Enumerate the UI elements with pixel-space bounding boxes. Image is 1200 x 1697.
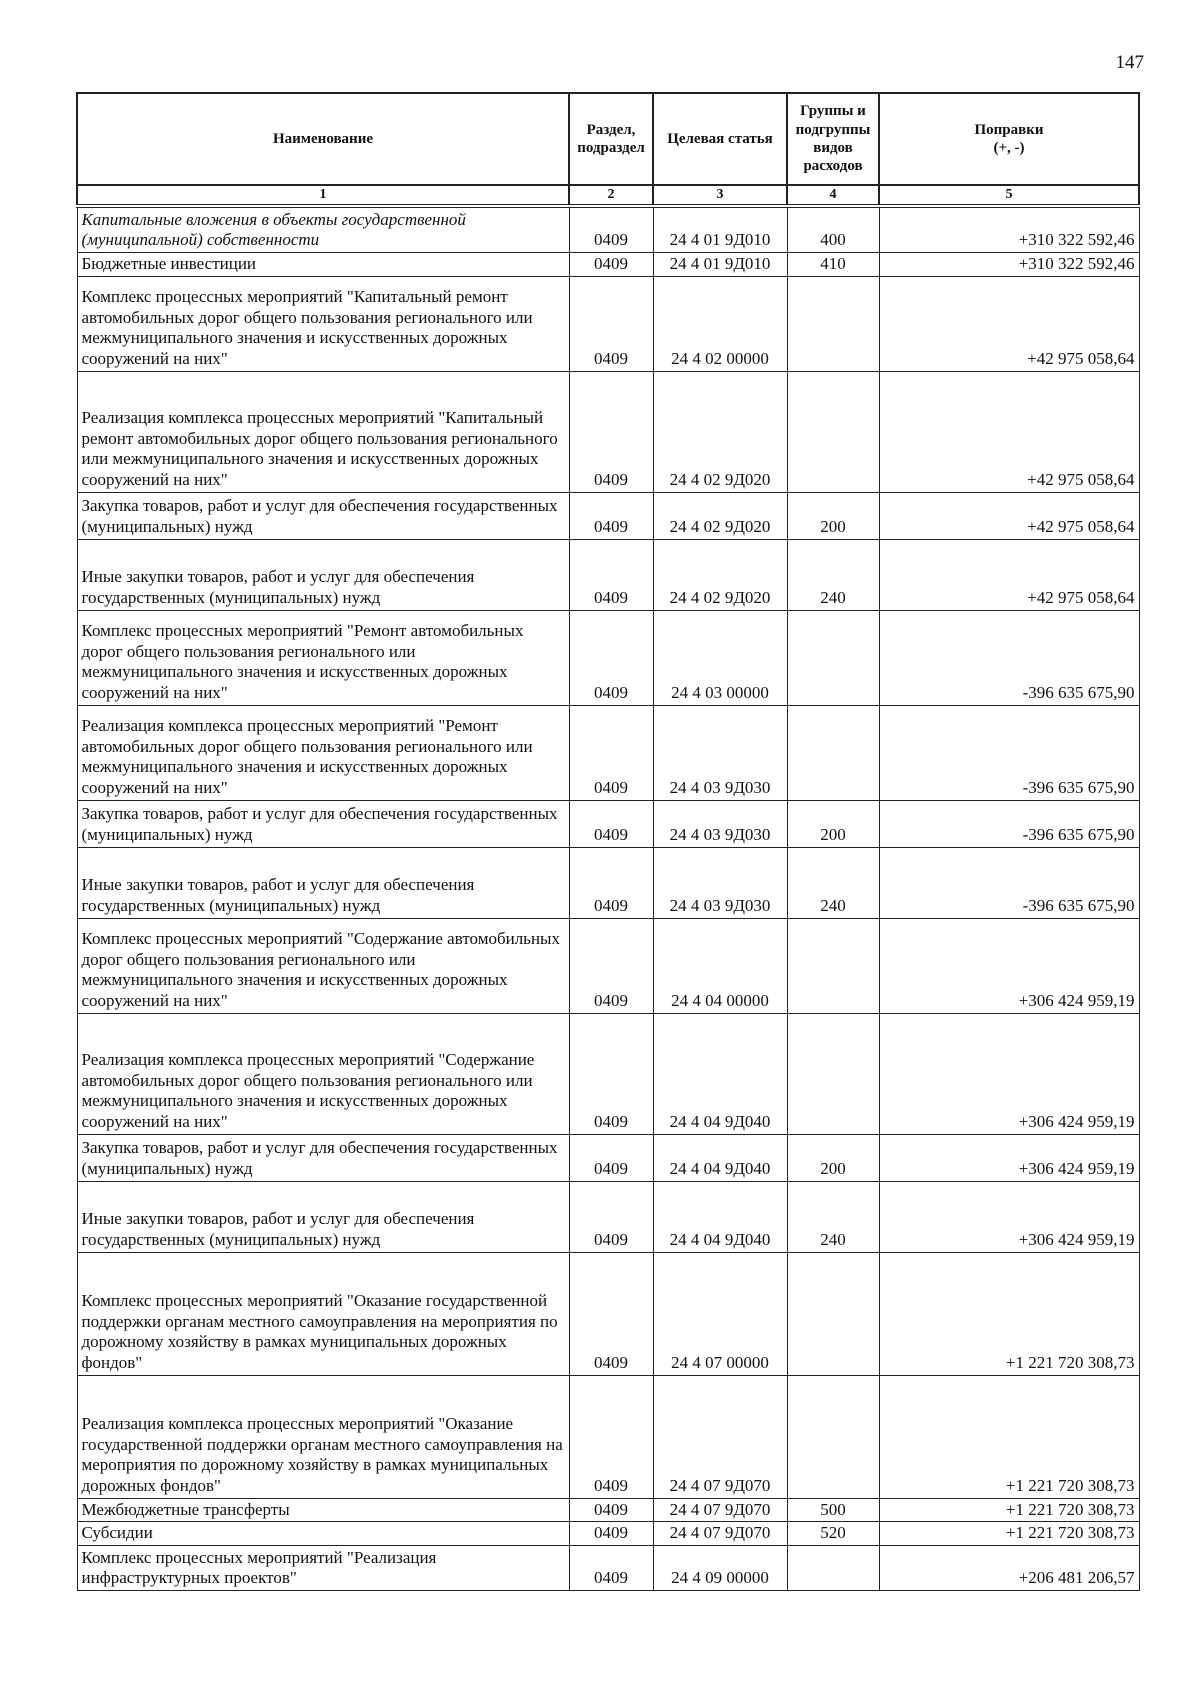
page-number: 147	[1115, 52, 1144, 73]
row-name: Реализация комплекса процессных мероприятий "Содержание автомобильных дорог общего пользования регионального или межмуниципального значения и искусственных дорожных сооружений на них"	[77, 1013, 569, 1134]
table-row	[77, 1498, 1139, 1522]
row-target: 24 4 09 00000	[653, 1546, 787, 1591]
row-target: 24 4 04 00000	[653, 918, 787, 1013]
table-row	[77, 1546, 1139, 1591]
row-name: Реализация комплекса процессных мероприятий "Капитальный ремонт автомобильных дорог общего пользования регионального или межмуниципального значения и искусственных дорожных сооружений на них"	[77, 371, 569, 492]
row-target: 24 4 02 9Д020	[653, 371, 787, 492]
row-name: Закупка товаров, работ и услуг для обеспечения государственных (муниципальных) нужд	[77, 1134, 569, 1181]
table-row	[77, 539, 1139, 610]
row-amount: -396 635 675,90	[879, 800, 1139, 847]
row-amount: -396 635 675,90	[879, 705, 1139, 800]
row-section: 0409	[569, 371, 653, 492]
header-amendments	[879, 93, 1139, 185]
row-name: Реализация комплекса процессных мероприятий "Оказание государственной поддержки органам местного самоуправления на мероприятия по дорожному хозяйству в рамках муниципальных дорожных фондов"	[77, 1375, 569, 1498]
row-section: 0409	[569, 847, 653, 918]
row-group	[787, 918, 879, 1013]
table-row	[77, 1134, 1139, 1181]
row-target: 24 4 01 9Д010	[653, 253, 787, 277]
row-amount: +1 221 720 308,73	[879, 1375, 1139, 1498]
header-amendments-sign: (+, -)	[993, 140, 1025, 156]
row-group	[787, 1546, 879, 1591]
row-name: Бюджетные инвестиции	[77, 253, 569, 277]
row-target: 24 4 07 00000	[653, 1252, 787, 1375]
row-target: 24 4 02 00000	[653, 276, 787, 371]
header-group: Группы и подгруппы видов расходов	[787, 93, 879, 185]
row-amount: +310 322 592,46	[879, 253, 1139, 277]
row-name: Капитальные вложения в объекты государственной (муниципальной) собственности	[77, 206, 569, 253]
row-group: 200	[787, 800, 879, 847]
row-amount: +306 424 959,19	[879, 1013, 1139, 1134]
row-target: 24 4 03 00000	[653, 610, 787, 705]
table-row	[77, 800, 1139, 847]
row-target: 24 4 02 9Д020	[653, 492, 787, 539]
row-name: Иные закупки товаров, работ и услуг для обеспечения государственных (муниципальных) нужд	[77, 1181, 569, 1252]
row-section: 0409	[569, 1181, 653, 1252]
row-amount: +42 975 058,64	[879, 371, 1139, 492]
row-group: 200	[787, 1134, 879, 1181]
row-target: 24 4 02 9Д020	[653, 539, 787, 610]
row-amount: -396 635 675,90	[879, 610, 1139, 705]
row-amount: +306 424 959,19	[879, 1134, 1139, 1181]
row-name: Субсидии	[77, 1522, 569, 1546]
table-row	[77, 371, 1139, 492]
column-number: 2	[569, 185, 653, 206]
row-target: 24 4 07 9Д070	[653, 1375, 787, 1498]
row-section: 0409	[569, 1013, 653, 1134]
row-name: Реализация комплекса процессных мероприятий "Ремонт автомобильных дорог общего пользования регионального или межмуниципального значения и искусственных дорожных сооружений на них"	[77, 705, 569, 800]
row-amount: +1 221 720 308,73	[879, 1252, 1139, 1375]
row-amount: +306 424 959,19	[879, 918, 1139, 1013]
row-section: 0409	[569, 1252, 653, 1375]
table-row	[77, 1522, 1139, 1546]
row-section: 0409	[569, 1522, 653, 1546]
row-group: 200	[787, 492, 879, 539]
row-group	[787, 1013, 879, 1134]
row-group	[787, 276, 879, 371]
row-section: 0409	[569, 1546, 653, 1591]
row-target: 24 4 07 9Д070	[653, 1522, 787, 1546]
row-group	[787, 705, 879, 800]
row-amount: +42 975 058,64	[879, 539, 1139, 610]
row-group: 520	[787, 1522, 879, 1546]
row-name: Иные закупки товаров, работ и услуг для обеспечения государственных (муниципальных) нужд	[77, 539, 569, 610]
row-name: Закупка товаров, работ и услуг для обеспечения государственных (муниципальных) нужд	[77, 492, 569, 539]
row-target: 24 4 03 9Д030	[653, 800, 787, 847]
table-row	[77, 847, 1139, 918]
row-section: 0409	[569, 705, 653, 800]
table-row	[77, 492, 1139, 539]
row-section: 0409	[569, 800, 653, 847]
row-amount: +1 221 720 308,73	[879, 1498, 1139, 1522]
row-section: 0409	[569, 918, 653, 1013]
row-section: 0409	[569, 276, 653, 371]
table-row	[77, 918, 1139, 1013]
row-name: Комплекс процессных мероприятий "Ремонт автомобильных дорог общего пользования регионального или межмуниципального значения и искусственных дорожных сооружений на них"	[77, 610, 569, 705]
row-group	[787, 371, 879, 492]
table-row	[77, 253, 1139, 277]
row-name: Межбюджетные трансферты	[77, 1498, 569, 1522]
header-amendments-title: Поправки	[974, 121, 1044, 138]
row-target: 24 4 04 9Д040	[653, 1181, 787, 1252]
header-name: Наименование	[77, 93, 569, 185]
row-target: 24 4 04 9Д040	[653, 1134, 787, 1181]
header-target: Целевая статья	[653, 93, 787, 185]
row-section: 0409	[569, 492, 653, 539]
row-section: 0409	[569, 1498, 653, 1522]
row-amount: +306 424 959,19	[879, 1181, 1139, 1252]
row-group	[787, 610, 879, 705]
row-group	[787, 1375, 879, 1498]
column-number: 1	[77, 185, 569, 206]
row-section: 0409	[569, 1375, 653, 1498]
column-number: 5	[879, 185, 1139, 206]
table-row	[77, 705, 1139, 800]
row-amount: +42 975 058,64	[879, 276, 1139, 371]
row-section: 0409	[569, 206, 653, 253]
table-row	[77, 206, 1139, 253]
row-group: 240	[787, 539, 879, 610]
row-group: 410	[787, 253, 879, 277]
row-group	[787, 1252, 879, 1375]
row-group: 500	[787, 1498, 879, 1522]
row-name: Комплекс процессных мероприятий "Содержание автомобильных дорог общего пользования регионального или межмуниципального значения и искусственных дорожных сооружений на них"	[77, 918, 569, 1013]
row-name: Комплекс процессных мероприятий "Оказание государственной поддержки органам местного самоуправления на мероприятия по дорожному хозяйству в рамках муниципальных дорожных фондов"	[77, 1252, 569, 1375]
row-section: 0409	[569, 1134, 653, 1181]
table-row	[77, 1013, 1139, 1134]
row-name: Комплекс процессных мероприятий "Капитальный ремонт автомобильных дорог общего пользования регионального или межмуниципального значения и искусственных дорожных сооружений на них"	[77, 276, 569, 371]
row-amount: +310 322 592,46	[879, 206, 1139, 253]
row-section: 0409	[569, 253, 653, 277]
column-number: 3	[653, 185, 787, 206]
row-amount: +42 975 058,64	[879, 492, 1139, 539]
row-target: 24 4 07 9Д070	[653, 1498, 787, 1522]
table-row	[77, 1375, 1139, 1498]
row-target: 24 4 01 9Д010	[653, 206, 787, 253]
row-target: 24 4 04 9Д040	[653, 1013, 787, 1134]
row-name: Закупка товаров, работ и услуг для обеспечения государственных (муниципальных) нужд	[77, 800, 569, 847]
budget-amendments-table	[76, 92, 1140, 1591]
row-amount: +206 481 206,57	[879, 1546, 1139, 1591]
row-section: 0409	[569, 610, 653, 705]
row-name: Иные закупки товаров, работ и услуг для обеспечения государственных (муниципальных) нужд	[77, 847, 569, 918]
header-section: Раздел, подраздел	[569, 93, 653, 185]
table-row	[77, 1181, 1139, 1252]
row-group: 240	[787, 1181, 879, 1252]
table-row	[77, 1252, 1139, 1375]
table-row	[77, 276, 1139, 371]
row-amount: +1 221 720 308,73	[879, 1522, 1139, 1546]
row-amount: -396 635 675,90	[879, 847, 1139, 918]
row-group: 240	[787, 847, 879, 918]
row-section: 0409	[569, 539, 653, 610]
column-number: 4	[787, 185, 879, 206]
row-name: Комплекс процессных мероприятий "Реализация инфраструктурных проектов"	[77, 1546, 569, 1591]
row-target: 24 4 03 9Д030	[653, 847, 787, 918]
row-target: 24 4 03 9Д030	[653, 705, 787, 800]
row-group: 400	[787, 206, 879, 253]
table-row	[77, 610, 1139, 705]
